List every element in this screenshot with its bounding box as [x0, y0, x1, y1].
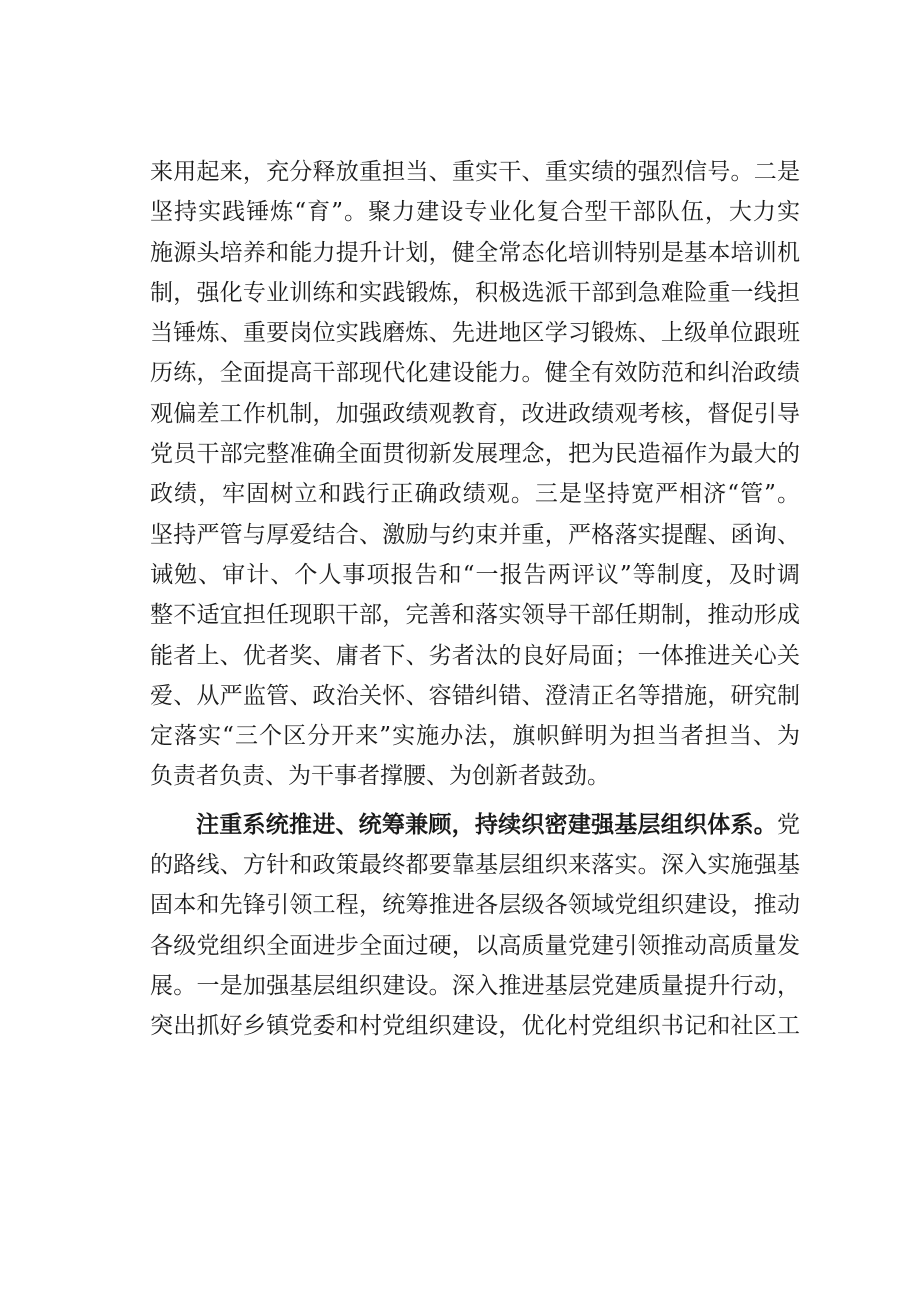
paragraph-gap	[150, 797, 800, 805]
heading-line-rest: 党	[777, 811, 800, 838]
text-line: 制，强化专业训练和实践锻炼，积极选派干部到急难险重一线担	[150, 279, 800, 306]
text-line: 诫勉、审计、个人事项报告和“一报告两评议”等制度，及时调	[150, 561, 800, 588]
text-line: 突出抓好乡镇党委和村党组织建设，优化村党组织书记和社区工	[150, 1013, 800, 1040]
text-line: 来用起来，充分释放重担当、重实干、重实绩的强烈信号。二是	[150, 159, 800, 185]
text-line: 能者上、优者奖、庸者下、劣者汰的良好局面；一体推进关心关	[150, 642, 800, 669]
text-line: 观偏差工作机制，加强政绩观教育，改进政绩观考核，督促引导	[150, 400, 800, 427]
text-line: 定落实“三个区分开来”实施办法，旗帜鲜明为担当者担当、为	[150, 723, 800, 750]
text-line: 党员干部完整准确全面贯彻新发展理念，把为民造福作为最大的	[150, 441, 800, 468]
text-line: 爱、从严监管、政治关怀、容错纠错、澄清正名等措施，研究制	[150, 682, 800, 709]
text-line: 坚持实践锤炼“育”。聚力建设专业化复合型干部队伍，大力实	[150, 199, 800, 226]
text-line: 当锤炼、重要岗位实践磨炼、先进地区学习锻炼、上级单位跟班	[150, 320, 800, 347]
text-line: 负责者负责、为干事者撑腰、为创新者鼓劲。	[150, 763, 610, 790]
text-line: 整不适宜担任现职干部，完善和落实领导干部任期制，推动形成	[150, 602, 800, 629]
text-line: 展。一是加强基层组织建设。深入推进基层党建质量提升行动，	[150, 972, 800, 999]
text-line: 的路线、方针和政策最终都要靠基层组织来落实。深入实施强基	[150, 852, 800, 879]
text-line: 政绩，牢固树立和践行正确政绩观。三是坚持宽严相济“管”。	[150, 481, 800, 508]
text-line: 坚持严管与厚爱结合、激励与约束并重，严格落实提醒、函询、	[150, 521, 800, 548]
text-line: 历练，全面提高干部现代化建设能力。健全有效防范和纠治政绩	[150, 360, 800, 387]
body-text	[150, 152, 800, 1047]
text-line: 各级党组织全面进步全面过硬，以高质量党建引领推动高质量发	[150, 932, 800, 959]
text-line: 施源头培养和能力提升计划，健全常态化培训特别是基本培训机	[150, 239, 800, 266]
paragraph-heading-line	[150, 805, 800, 845]
paragraph-heading: 注重系统推进、统筹兼顾，持续织密建强基层组织体系。	[196, 810, 777, 838]
text-line: 固本和先锋引领工程，统筹推进各层级各领域党组织建设，推动	[150, 892, 800, 919]
